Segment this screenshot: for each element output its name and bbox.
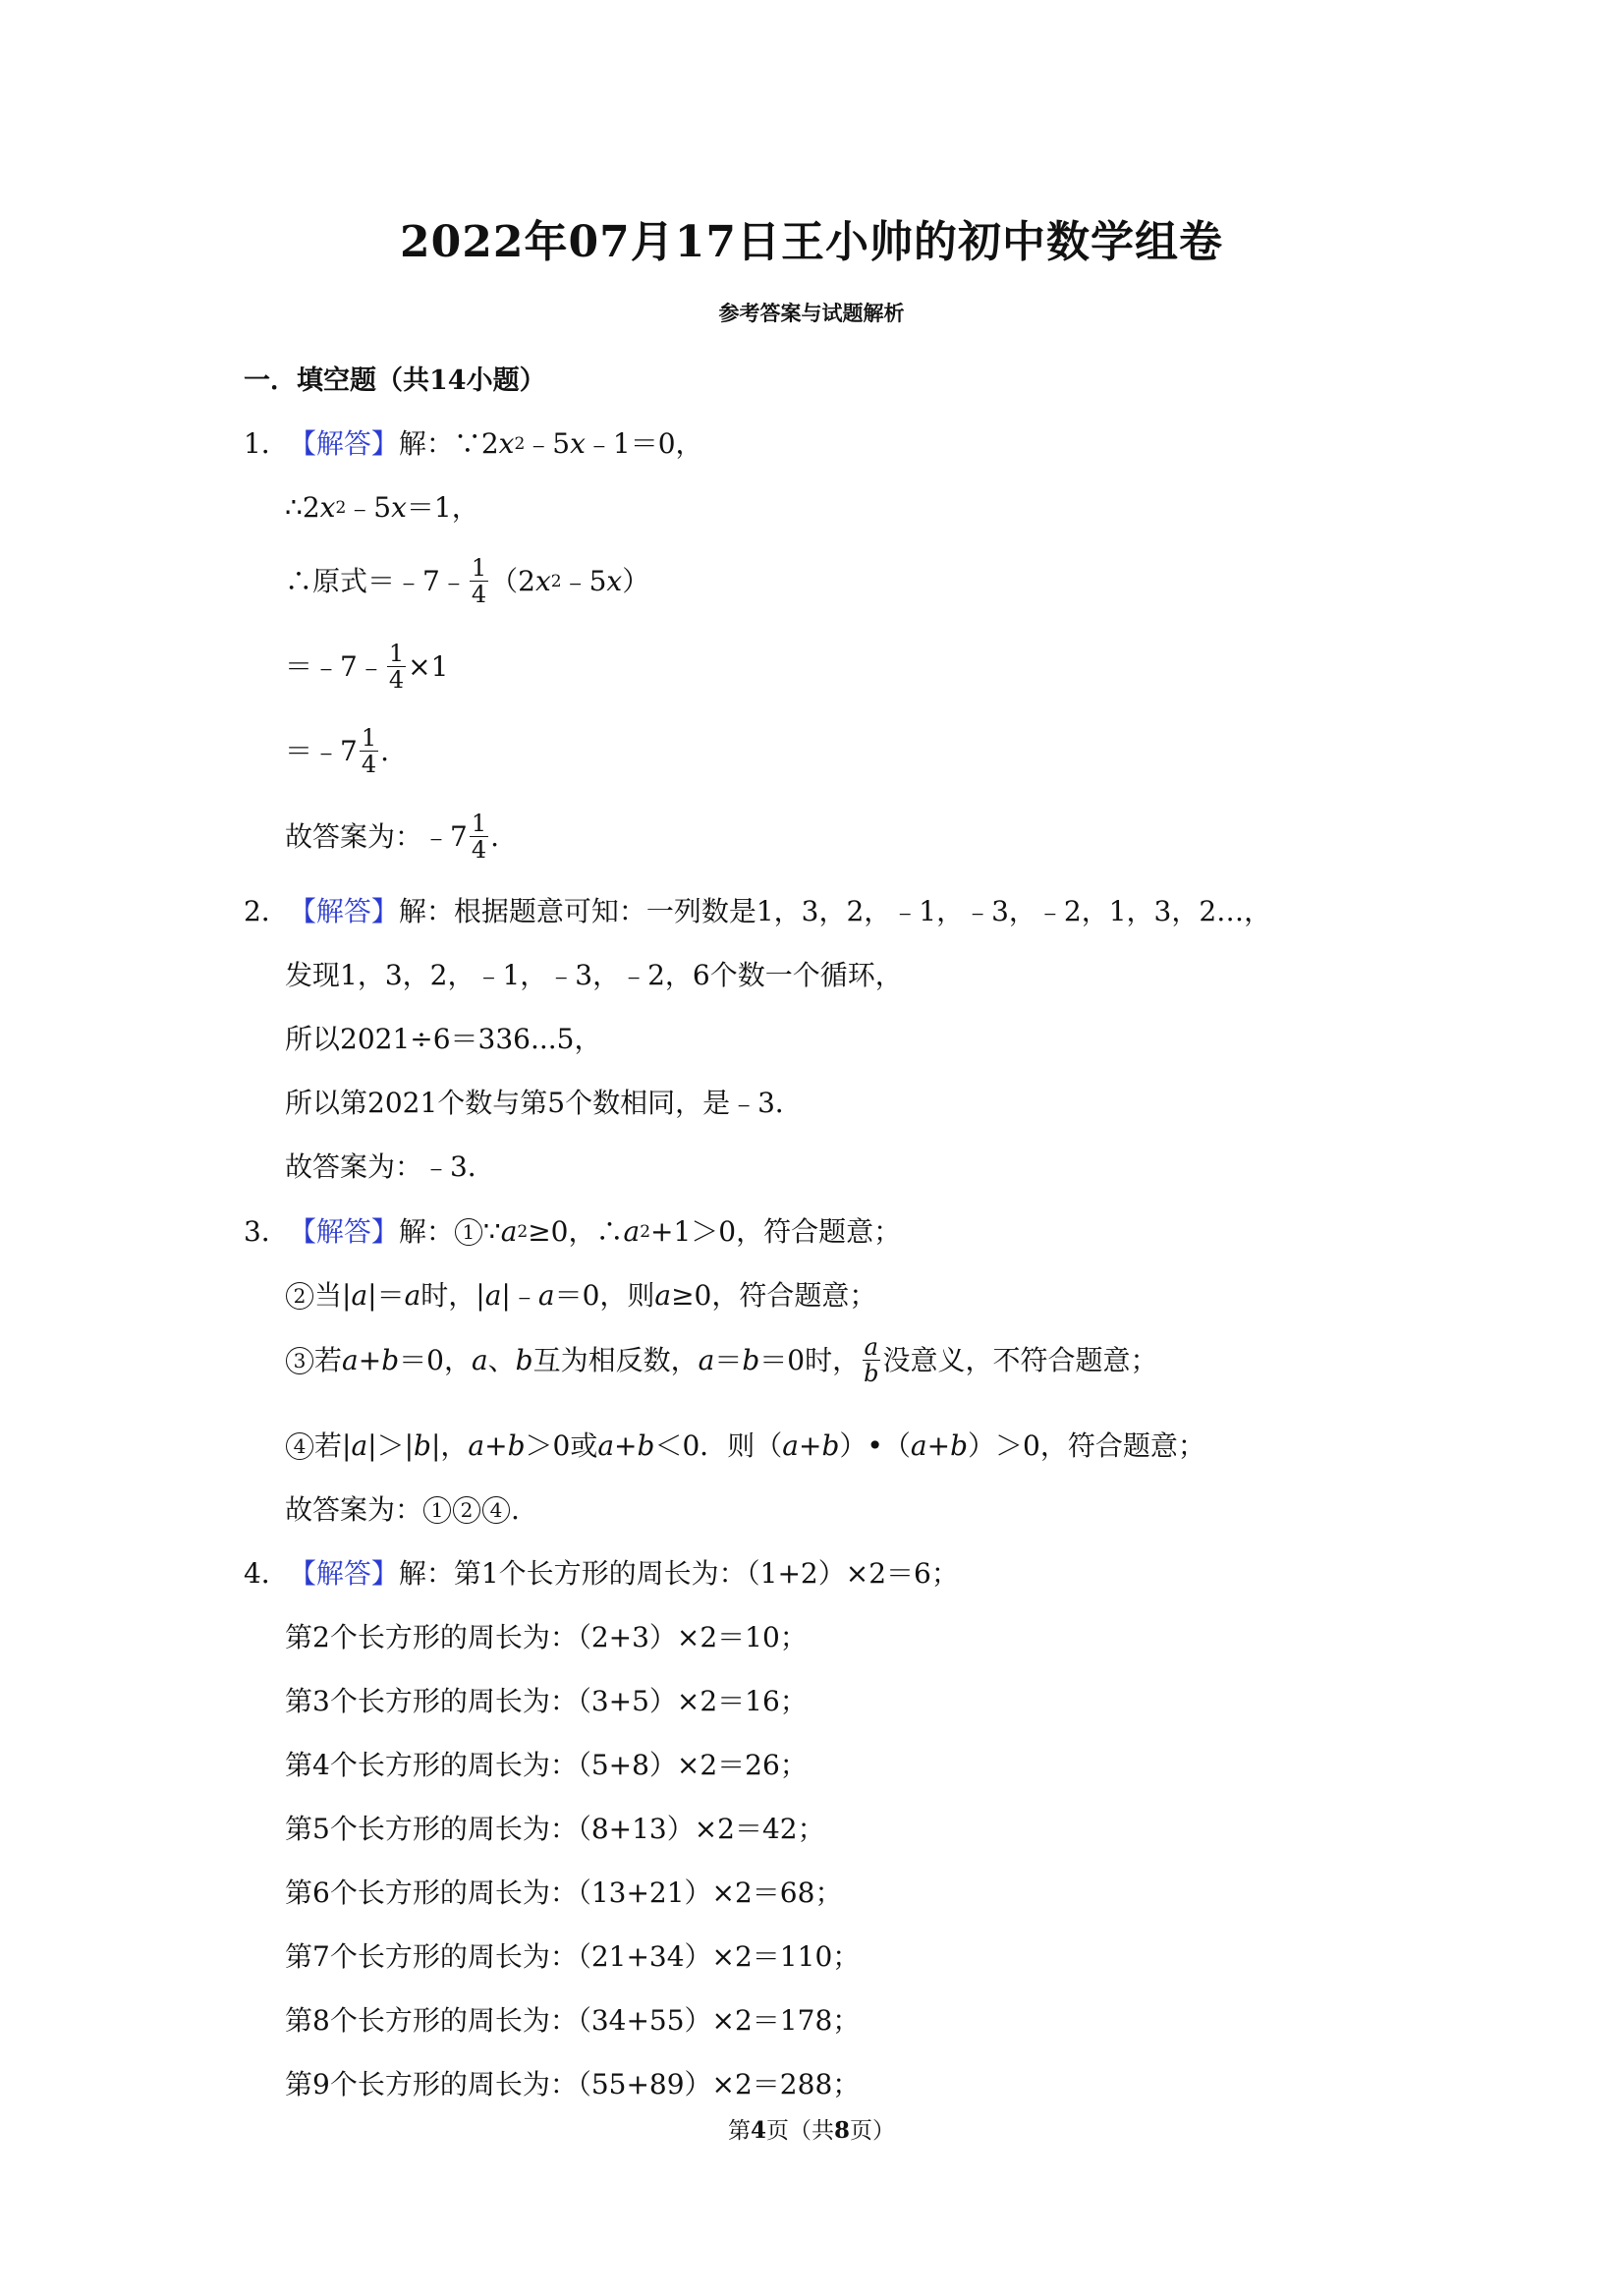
circled-number-1: 1 [423,1496,451,1524]
circled-number-3: 3 [286,1347,313,1374]
q4-line: 第3个长方形的周长为：（3+5）×2＝16； [285,1685,808,1717]
circled-number-1: 1 [455,1218,482,1246]
total-pages: 8 [834,2117,851,2144]
q1-line-1: 1． 【解答】 解：∵2 x 2 ﹣5 x ﹣1＝0， [244,427,703,460]
q2-line-2: 发现1，3，2，﹣1，﹣3，﹣2，6个数一个循环， [285,959,903,991]
q2-line-4: 所以第2021个数与第5个数相同，是﹣3． [285,1087,803,1119]
q4-line: 第4个长方形的周长为：（5+8）×2＝26； [285,1749,808,1781]
q3-line-3: 3 若 a + b ＝0， a 、 b 互为相反数， a ＝ b ＝0时， $\frac{a}{b}$ 没意义，不符合题意； [285,1334,1158,1387]
document-title: 2022年07月17日王小帅的初中数学组卷 [400,217,1223,267]
page-footer: 第4页（共8页） [727,2117,896,2144]
q4-line: 第8个长方形的周长为：（34+55）×2＝178； [285,2004,861,2037]
q3-line-1: 3． 【解答】 解： 1 ∵ a 2 ≥0，∴ a 2 +1＞0，符合题意； [244,1215,902,1248]
q1-line-3: ∴原式＝﹣7﹣ $\frac{1}{4}$ （2 x 2 ﹣5 x ） [285,554,650,609]
fraction: $\frac{a}{b}$ [864,1333,879,1388]
q2-line-1: 2． 【解答】 解：根据题意可知：一列数是1，3，2，﹣1，﹣3，﹣2，1，3，2…， [244,895,1272,927]
q3-line-5: 故答案为： 1 2 4 . [285,1493,520,1526]
answer-tag: 【解答】 [288,427,399,460]
answer-tag: 【解答】 [288,1215,399,1248]
q3-line-2: 2 当| a |＝ a 时，| a |﹣ a ＝0，则 a ≥0，符合题意； [285,1282,876,1310]
q4-line: 第5个长方形的周长为：（8+13）×2＝42； [285,1813,825,1845]
q4-line-1: 4． 【解答】 解：第1个长方形的周长为：（1+2）×2＝6； [244,1557,959,1590]
q4-line: 第7个长方形的周长为：（21+34）×2＝110； [285,1940,861,1973]
q1-line-4: ＝﹣7﹣ $\frac{1}{4}$ ×1 [285,640,449,695]
question-number: 4． [244,1557,289,1590]
fraction: $\frac{1}{4}$ [361,724,377,779]
q4-line: 第9个长方形的周长为：（55+89）×2＝288； [285,2068,861,2100]
document-subtitle: 参考答案与试题解析 [718,301,905,325]
circled-number-4: 4 [482,1496,510,1524]
circled-number-2: 2 [453,1496,480,1524]
section-heading: 一．填空题（共14小题） [244,365,546,396]
q4-line: 第6个长方形的周长为：（13+21）×2＝68； [285,1876,843,1909]
fraction: $\frac{1}{4}$ [471,810,487,865]
circled-number-2: 2 [286,1282,313,1310]
q2-line-3: 所以2021÷6＝336...5， [285,1023,602,1055]
q4-line: 第2个长方形的周长为：（2+3）×2＝10； [285,1621,808,1653]
q3-line-4: 4 若| a |＞| b |， a + b ＞0或 a + b ＜0．则（ a + b ）•（ a + b ）＞0，符合题意； [285,1432,1205,1460]
answer-tag: 【解答】 [288,1557,399,1590]
circled-number-4: 4 [286,1432,313,1460]
question-number: 2． [244,895,289,927]
answer-tag: 【解答】 [288,895,399,927]
fraction: $\frac{1}{4}$ [388,640,405,695]
q1-line-6: 故答案为：﹣7 $\frac{1}{4}$ . [285,810,500,865]
fraction: $\frac{1}{4}$ [471,554,487,609]
question-number: 1． [244,427,289,460]
question-number: 3． [244,1215,289,1248]
q1-line-5: ＝﹣7 $\frac{1}{4}$ . [285,724,390,779]
page-number: 4 [750,2117,766,2144]
q2-line-5: 故答案为：﹣3． [285,1150,495,1183]
q1-line-2: ∴2 x 2 ﹣5 x ＝1， [285,491,479,524]
